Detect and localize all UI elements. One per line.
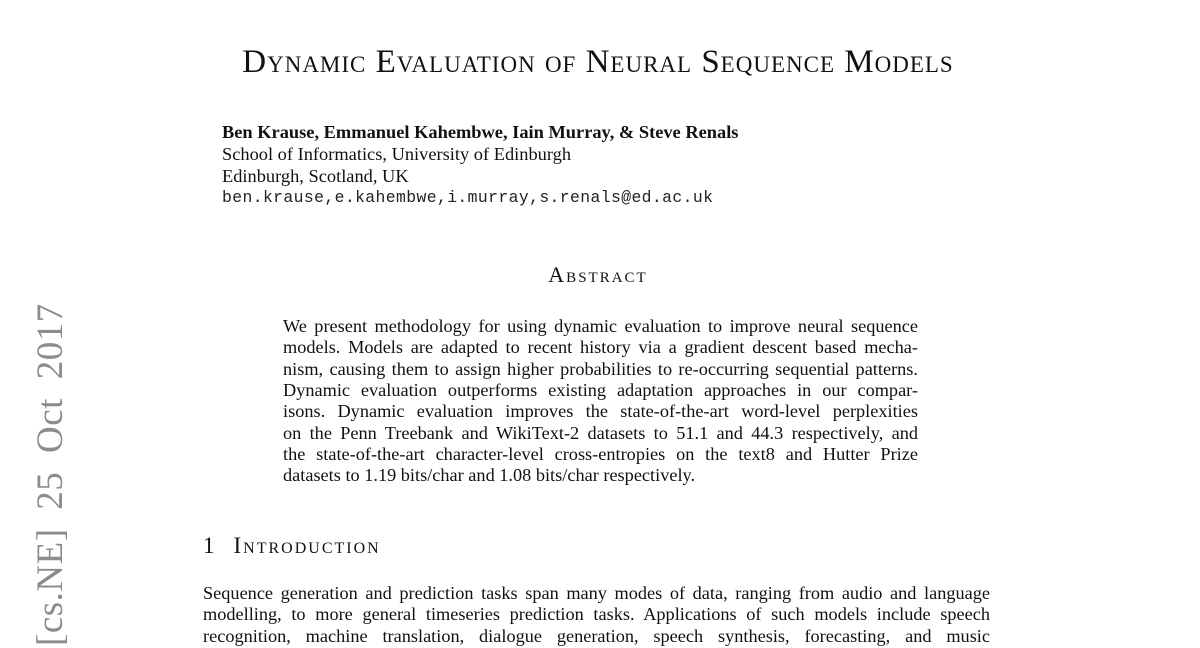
abstract-line: Dynamic evaluation outperforms existing adaptation approaches in our compar- [283, 380, 918, 401]
abstract-line: models. Models are adapted to recent history via a gradient descent based mecha- [283, 337, 918, 358]
section-1-heading [203, 533, 381, 559]
section-title: Introduction [233, 533, 381, 558]
abstract-text [283, 316, 918, 487]
intro-line: Sequence generation and prediction tasks span many modes of data, ranging from audio and language [203, 583, 990, 603]
author-block [222, 122, 738, 209]
intro-line: modelling, to more general timeseries prediction tasks. Applications of such models include speech [203, 604, 990, 625]
arxiv-watermark: [cs.NE] 25 Oct 2017 [30, 303, 71, 646]
introduction-text [203, 583, 990, 647]
abstract-line: We present methodology for using dynamic evaluation to improve neural sequence [283, 316, 918, 336]
section-number: 1 [203, 533, 215, 558]
abstract-line: isons. Dynamic evaluation improves the state-of-the-art word-level perplexities [283, 401, 918, 422]
abstract-line: nism, causing them to assign higher probabilities to re-occurring sequential patterns. [283, 358, 918, 379]
abstract-line: on the Penn Treebank and WikiText-2 datasets to 51.1 and 44.3 respectively, and [283, 422, 918, 443]
author-names: Ben Krause, Emmanuel Kahembwe, Iain Murray, & Steve Renals [222, 122, 739, 142]
abstract-line: the state-of-the-art character-level cross-entropies on the text8 and Hutter Prize [283, 444, 918, 465]
paper-title: Dynamic Evaluation of Neural Sequence Models [242, 44, 954, 80]
author-affiliation-2: Edinburgh, Scotland, UK [222, 165, 409, 186]
abstract-line: datasets to 1.19 bits/char and 1.08 bits/char respectively. [283, 465, 696, 486]
author-emails: ben.krause,e.kahembwe,i.murray,s.renals@ed.ac.uk [222, 188, 714, 208]
abstract-heading: Abstract [548, 262, 648, 287]
author-affiliation-1: School of Informatics, University of Edinburgh [222, 143, 572, 164]
intro-line: recognition, machine translation, dialogue generation, speech synthesis, forecasting, and music [203, 625, 990, 646]
